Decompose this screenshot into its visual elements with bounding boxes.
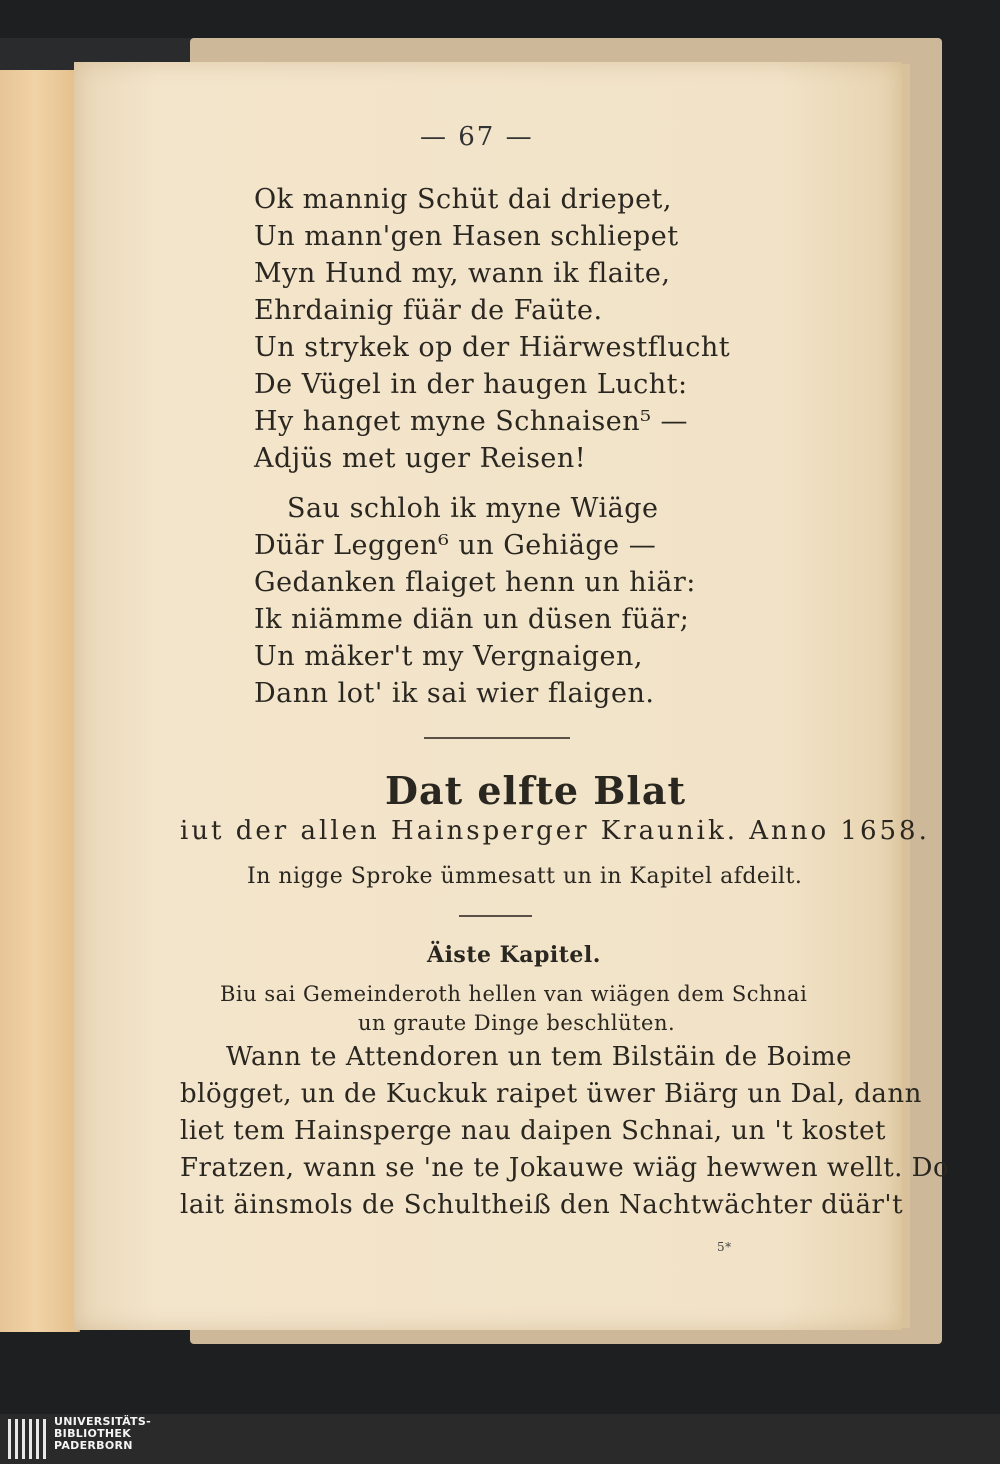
verse-line: Myn Hund my, wann ik flaite, bbox=[254, 258, 671, 289]
chapter-title: Äiste Kapitel. bbox=[427, 942, 601, 968]
verse-line: Sau schloh ik myne Wiäge bbox=[287, 493, 659, 524]
chapter-description: un graute Dinge beschlüten. bbox=[358, 1011, 676, 1035]
chapter-description: Biu sai Gemeinderoth hellen van wiägen dem Schnai bbox=[220, 982, 808, 1006]
verse-line: De Vügel in der haugen Lucht: bbox=[254, 369, 688, 400]
left-page-edge bbox=[0, 70, 80, 1332]
chapter-divider bbox=[459, 915, 532, 917]
logo-line: PADERBORN bbox=[54, 1439, 133, 1452]
page-number: — 67 — bbox=[420, 122, 534, 152]
verse-line: Adjüs met uger Reisen! bbox=[254, 443, 587, 474]
section-subtitle: iut der allen Hainsperger Kraunik. Anno 1658. bbox=[180, 816, 930, 846]
verse-line: Un mann'gen Hasen schliepet bbox=[254, 221, 679, 252]
logo-line: UNIVERSITÄTS- bbox=[54, 1415, 151, 1428]
library-footer bbox=[0, 1414, 1000, 1464]
verse-line: Un strykek op der Hiärwestflucht bbox=[254, 332, 731, 363]
library-logo-text bbox=[54, 1416, 151, 1452]
verse-line: Gedanken flaiget henn un hiär: bbox=[254, 567, 696, 598]
verse-line: Ehrdainig füär de Faüte. bbox=[254, 295, 603, 326]
body-line: lait äinsmols de Schultheiß den Nachtwächter düär't bbox=[180, 1190, 904, 1220]
section-subtitle-secondary: In nigge Sproke ümmesatt un in Kapitel afdeilt. bbox=[247, 864, 803, 889]
body-line: liet tem Hainsperge nau daipen Schnai, un 't kostet bbox=[180, 1116, 886, 1146]
signature-mark: 5* bbox=[717, 1240, 732, 1254]
verse-line: Düär Leggen⁶ un Gehiäge — bbox=[254, 530, 657, 561]
verse-line: Dann lot' ik sai wier flaigen. bbox=[254, 678, 655, 709]
library-logo-icon bbox=[6, 1417, 48, 1461]
body-line: Wann te Attendoren un tem Bilstäin de Boime bbox=[226, 1042, 853, 1072]
body-line: blögget, un de Kuckuk raipet üwer Biärg un Dal, dann bbox=[180, 1079, 922, 1109]
logo-line: BIBLIOTHEK bbox=[54, 1427, 132, 1440]
section-title: Dat elfte Blat bbox=[385, 768, 687, 813]
verse-line: Hy hanget myne Schnaisen⁵ — bbox=[254, 406, 689, 437]
section-divider bbox=[424, 737, 570, 739]
verse-line: Ik niämme diän un düsen füär; bbox=[254, 604, 690, 635]
verse-line: Ok mannig Schüt dai driepet, bbox=[254, 184, 672, 215]
body-line: Fratzen, wann se 'ne te Jokauwe wiäg hewwen wellt. Do bbox=[180, 1153, 950, 1183]
verse-line: Un mäker't my Vergnaigen, bbox=[254, 641, 644, 672]
